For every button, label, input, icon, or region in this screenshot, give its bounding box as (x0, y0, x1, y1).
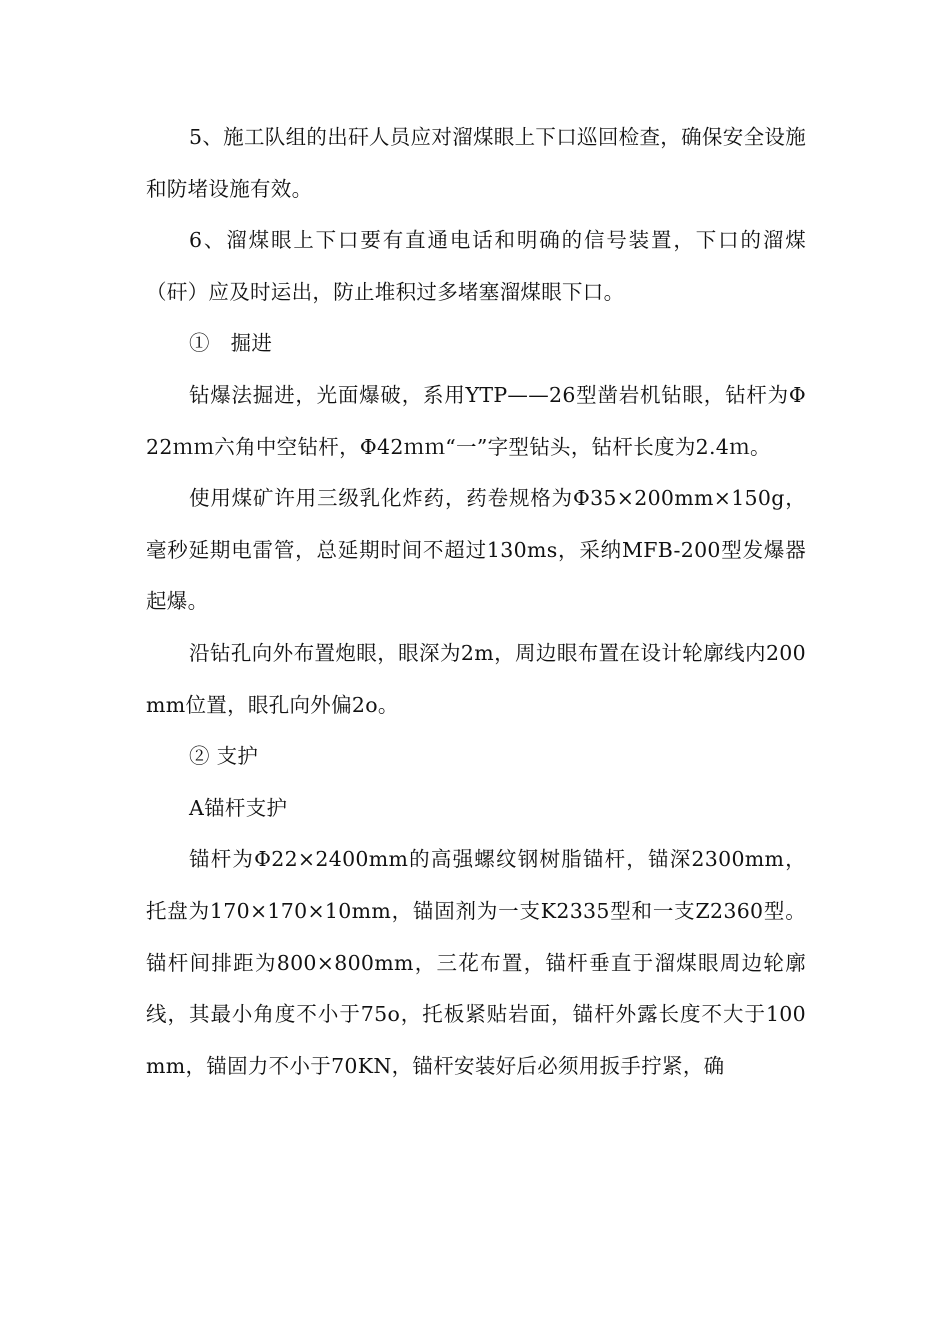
paragraph-signal-device: 6、溜煤眼上下口要有直通电话和明确的信号装置，下口的溜煤（矸）应及时运出，防止堆积过多堵塞溜煤眼下口。 (146, 228, 806, 304)
paragraph-patrol-inspection: 5、施工队组的出矸人员应对溜煤眼上下口巡回检查，确保安全设施和防堵设施有效。 (146, 125, 806, 201)
paragraph-drilling: 钻爆法掘进，光面爆破，系用YTP——26型凿岩机钻眼，钻杆为Φ22ｍｍ六角中空钻杆，Φ42ｍｍ“一”字型钻头，钻杆长度为2.4ｍ。 (146, 382, 806, 459)
heading-anchor-support: A锚杆支护 (189, 795, 288, 820)
document-body (146, 112, 806, 1092)
paragraph-blast-holes: 沿钻孔向外布置炮眼，眼深为2m，周边眼布置在设计轮廓线内200mm位置，眼孔向外偏2o。 (146, 640, 806, 717)
heading-excavation: ① 掘进 (189, 331, 273, 356)
heading-support: ② 支护 (189, 744, 259, 769)
paragraph-explosives: 使用煤矿许用三级乳化炸药，药卷规格为Φ35×200mm×150g，毫秒延期电雷管，总延期时间不超过130ms，采纳MFB-200型发爆器起爆。 (146, 486, 806, 614)
paragraph-anchor-spec: 锚杆为Φ22×2400mm的高强螺纹钢树脂锚杆，锚深2300mm，托盘为170×170×10mm，锚固剂为一支K2335型和一支Z2360型。锚杆间排距为800×800mm，三花布置，锚杆垂直于溜煤眼周边轮廓线，其最小角度不小于75o，托板紧贴岩面，锚杆外露长度不大于100mm，锚固力不小于70KN，锚杆安装好后必须用扳手拧紧，确 (146, 847, 806, 1078)
